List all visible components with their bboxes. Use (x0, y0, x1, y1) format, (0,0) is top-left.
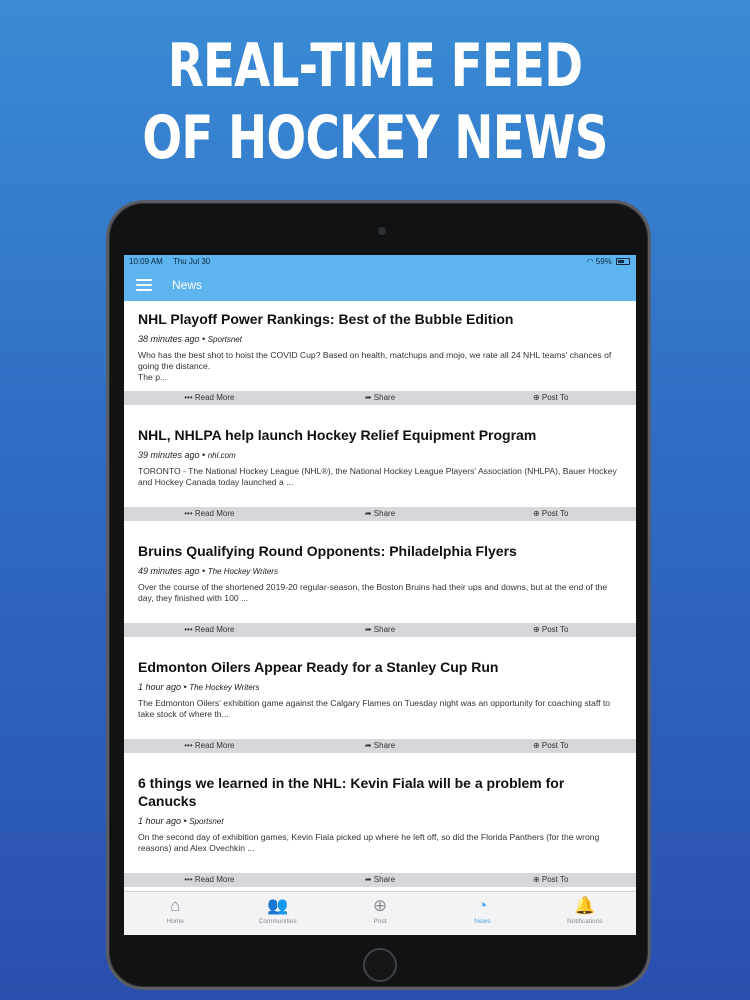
people-icon: 👥 (267, 896, 289, 915)
tab-home[interactable]: ⌂ Home (124, 892, 226, 935)
read-more-button[interactable]: ••• Read More (184, 875, 235, 884)
read-more-button[interactable]: ••• Read More (184, 741, 235, 750)
article-source: Sportsnet (189, 817, 224, 826)
post-to-button[interactable]: ⊕ Post To (532, 625, 569, 634)
share-icon: ➦ (364, 393, 372, 402)
share-icon: ➦ (364, 875, 372, 884)
article-meta: 49 minutes ago • The Hockey Writers (138, 566, 278, 576)
article-description: The Edmonton Oilers' exhibition game against the Calgary Flames on Tuesday night was an opportunity for coaching staff to take stock of where th... (138, 698, 611, 719)
promo-line-1: REAL-TIME FEED (167, 31, 583, 101)
nav-title: News (172, 278, 203, 292)
article-title[interactable]: Bruins Qualifying Round Opponents: Philadelphia Flyers (138, 543, 517, 559)
share-button[interactable]: ➦ Share (364, 393, 396, 402)
tab-notifications[interactable]: 🔔 Notifications (534, 892, 636, 935)
battery-icon (616, 258, 630, 265)
article-card (124, 649, 636, 753)
status-bar (124, 255, 636, 269)
article-time: 1 hour ago (138, 816, 182, 826)
status-date: Thu Jul 30 (172, 257, 211, 266)
article-description: Over the course of the shortened 2019-20 regular-season, the Boston Bruins had their ups and downs, but at the end of the day, they finished with 100 ... (138, 582, 608, 603)
article-actions (124, 623, 636, 637)
article-source: nhl.com (207, 451, 236, 460)
share-button[interactable]: ➦ Share (364, 875, 396, 884)
article-meta: 38 minutes ago • Sportsnet (138, 334, 242, 344)
share-icon: ➦ (364, 741, 372, 750)
camera-icon (378, 227, 386, 235)
share-button[interactable]: ➦ Share (364, 509, 396, 518)
article-title[interactable]: NHL Playoff Power Rankings: Best of the Bubble Edition (138, 311, 514, 327)
news-feed[interactable] (124, 301, 636, 891)
article-time: 39 minutes ago (138, 450, 200, 460)
article-actions (124, 507, 636, 521)
ellipsis-icon: ••• (184, 741, 193, 750)
tab-news[interactable]: ◔ News (431, 892, 533, 935)
tab-post[interactable]: ⊕ Post (329, 892, 431, 935)
plus-circle-icon: ⊕ (532, 875, 540, 884)
home-button[interactable] (363, 948, 397, 982)
article-description: Who has the best shot to hoist the COVID Cup? Based on health, matchups and mojo, we rate all 24 NHL teams' chances of going the distance. The p... (138, 350, 612, 382)
article-title[interactable]: 6 things we learned in the NHL: Kevin Fiala will be a problem for Canucks (138, 775, 565, 809)
article-meta: 39 minutes ago • nhl.com (138, 450, 236, 460)
article-meta: 1 hour ago • Sportsnet (138, 816, 224, 826)
read-more-button[interactable]: ••• Read More (184, 625, 235, 634)
article-time: 1 hour ago (138, 682, 182, 692)
promo-headline (83, 30, 668, 174)
read-more-button[interactable]: ••• Read More (184, 509, 235, 518)
ellipsis-icon: ••• (184, 625, 193, 634)
home-icon: ⌂ (170, 896, 181, 915)
share-button[interactable]: ➦ Share (364, 741, 396, 750)
app-screen (124, 255, 636, 935)
article-card (124, 301, 636, 405)
post-to-button[interactable]: ⊕ Post To (532, 509, 569, 518)
status-time: 10:09 AM (129, 257, 163, 266)
article-actions (124, 391, 636, 405)
article-time: 38 minutes ago (138, 334, 200, 344)
share-icon: ➦ (364, 509, 372, 518)
article-source: Sportsnet (207, 335, 242, 344)
article-actions (124, 739, 636, 753)
wifi-icon: ◠ (586, 257, 594, 266)
article-source: The Hockey Writers (189, 683, 260, 692)
bell-icon: 🔔 (574, 896, 596, 915)
ellipsis-icon: ••• (184, 875, 193, 884)
plus-circle-icon: ⊕ (532, 393, 540, 402)
read-more-button[interactable]: ••• Read More (184, 393, 235, 402)
plus-circle-icon: ⊕ (532, 509, 540, 518)
share-icon: ➦ (364, 625, 372, 634)
article-description: On the second day of exhibition games, Kevin Fiala picked up where he left off, so did the Florida Panthers (for the wrong reasons) and Alex Ovechkin ... (138, 832, 600, 853)
promo-line-2: OF HOCKEY NEWS (142, 103, 608, 173)
article-title[interactable]: Edmonton Oilers Appear Ready for a Stanley Cup Run (138, 659, 499, 675)
plus-circle-icon: ⊕ (532, 625, 540, 634)
status-right (587, 255, 630, 269)
post-to-button[interactable]: ⊕ Post To (532, 741, 569, 750)
article-description: TORONTO - The National Hockey League (NHL®), the National Hockey League Players' Association (NHLPA), Bauer Hockey and Hockey Canada today launched a ... (138, 466, 617, 487)
article-actions (124, 873, 636, 887)
plus-circle-icon: ⊕ (372, 896, 388, 915)
tab-communities[interactable]: 👥 Communities (226, 892, 328, 935)
article-meta: 1 hour ago • The Hockey Writers (138, 682, 260, 692)
post-to-button[interactable]: ⊕ Post To (532, 875, 569, 884)
nav-bar (124, 269, 636, 301)
ipad-frame (106, 200, 651, 990)
ellipsis-icon: ••• (184, 509, 193, 518)
article-time: 49 minutes ago (138, 566, 200, 576)
post-to-button[interactable]: ⊕ Post To (532, 393, 569, 402)
share-button[interactable]: ➦ Share (364, 625, 396, 634)
hamburger-menu-icon[interactable] (136, 279, 152, 291)
rss-icon: ◔ (477, 896, 488, 915)
article-card (124, 765, 636, 887)
article-title[interactable]: NHL, NHLPA help launch Hockey Relief Equipment Program (138, 427, 537, 443)
ellipsis-icon: ••• (184, 393, 193, 402)
article-card (124, 417, 636, 521)
article-source: The Hockey Writers (207, 567, 278, 576)
plus-circle-icon: ⊕ (532, 741, 540, 750)
tab-bar (124, 891, 636, 935)
battery-percent: 59% (595, 257, 612, 266)
article-card (124, 533, 636, 637)
